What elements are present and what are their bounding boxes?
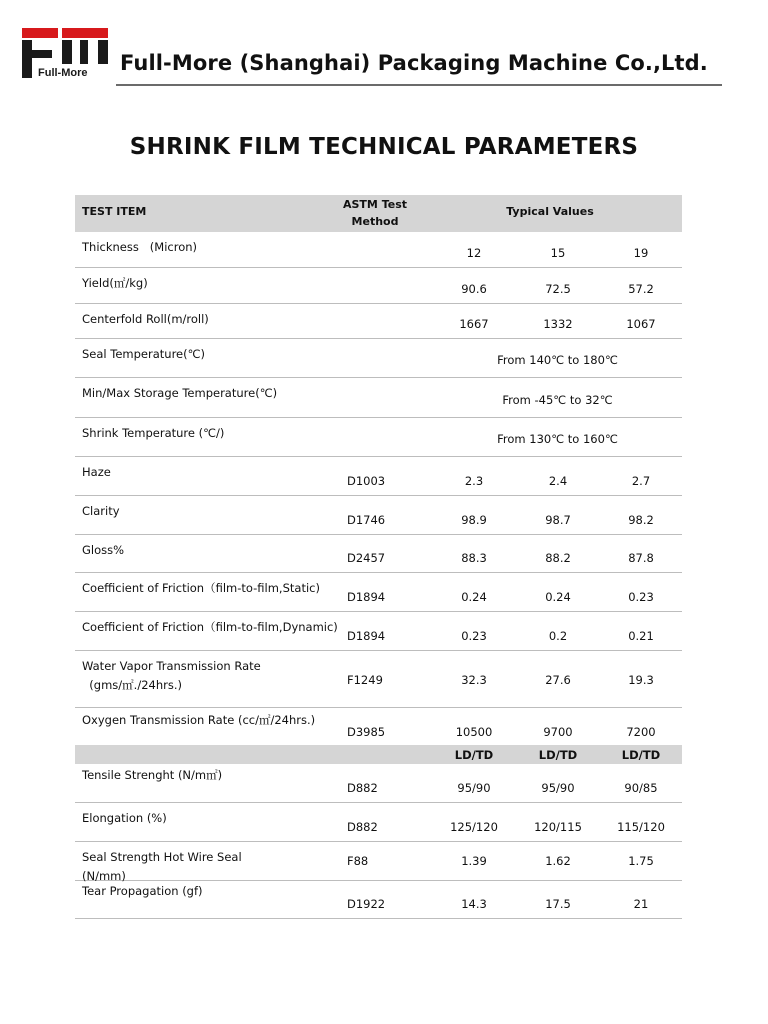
row-method: D882 [347,820,378,834]
row-method: D1894 [347,590,386,604]
table-row [75,339,682,378]
header-astm-method [325,196,425,230]
row-value-2: 27.6 [545,673,571,687]
table-row [75,612,682,651]
row-value-2: 1332 [543,317,573,331]
row-value-3: 21 [633,897,649,911]
row-value-2: 95/90 [541,781,575,795]
row-method: D3985 [347,725,386,739]
row-value-1: 32.3 [461,673,487,687]
row-value-1: 1667 [459,317,489,331]
row-item [82,657,261,695]
row-value-3: 87.8 [628,551,654,565]
row-method: D1003 [347,474,386,488]
ldtd-header-row [75,745,682,764]
row-value-3: 98.2 [628,513,654,527]
row-range-value: From 140℃ to 180℃ [497,353,618,367]
table-row [75,418,682,457]
row-method: D1922 [347,897,386,911]
row-value-2: 15 [550,246,566,260]
row-item: Thickness (Micron) [82,240,198,254]
row-value-1: 88.3 [461,551,487,565]
table-row [75,535,682,573]
row-item-line2: (gms/㎡./24hrs.) [82,678,182,692]
row-method: F88 [347,854,369,868]
row-value-2: 9700 [543,725,573,739]
row-value-1: 12 [466,246,482,260]
row-value-2: 0.24 [545,590,571,604]
header-test-item: TEST ITEM [82,205,147,218]
logo-wordmark: Full-More [38,67,88,79]
row-item-line1: Water Vapor Transmission Rate [82,659,261,673]
row-value-1: 1.39 [461,854,487,868]
row-value-1: 98.9 [461,513,487,527]
row-method: D1746 [347,513,386,527]
row-method: D882 [347,781,378,795]
row-value-2: 98.7 [545,513,571,527]
row-item: Coefficient of Friction（film-to-film,Dynamic) [82,620,338,634]
company-logo [22,28,108,80]
row-item-line2: (N/mm) [82,869,126,883]
ldtd-label-1: LD/TD [454,748,494,762]
row-value-1: 10500 [455,725,493,739]
header-method-line2: Method [351,215,399,228]
table-row [75,573,682,612]
header-typical-values: Typical Values [506,205,594,218]
table-row [75,457,682,496]
row-value-3: 7200 [626,725,656,739]
row-item: Clarity [82,504,120,518]
row-item: Haze [82,465,111,479]
row-value-1: 125/120 [450,820,498,834]
row-item-line1: Seal Strength Hot Wire Seal [82,850,242,864]
row-value-2: 2.4 [548,474,568,488]
ldtd-label-3: LD/TD [621,748,661,762]
company-name: Full-More (Shanghai) Packaging Machine Co.,Ltd. [120,51,708,75]
row-item: Elongation (%) [82,811,167,825]
row-value-2: 1.62 [545,854,571,868]
row-range-value: From 130℃ to 160℃ [497,432,618,446]
row-value-3: 1.75 [628,854,654,868]
header-divider [116,84,722,86]
row-value-3: 2.7 [631,474,651,488]
table-row [75,304,682,339]
row-range-value: From -45℃ to 32℃ [502,393,613,407]
row-item: Yield(㎡/kg) [82,276,148,290]
row-value-2: 88.2 [545,551,571,565]
table-row [75,764,682,803]
row-item: Seal Temperature(℃) [82,347,206,361]
row-value-1: 90.6 [461,282,487,296]
row-value-3: 115/120 [617,820,665,834]
ldtd-label-2: LD/TD [538,748,578,762]
table-row [75,803,682,842]
table-row [75,708,682,745]
row-value-2: 0.2 [548,629,568,643]
row-item: Centerfold Roll(m/roll) [82,312,209,326]
row-value-3: 0.23 [628,590,654,604]
row-method: D1894 [347,629,386,643]
table-row [75,651,682,708]
document-title: SHRINK FILM TECHNICAL PARAMETERS [129,134,639,160]
row-value-2: 17.5 [545,897,571,911]
table-row [75,232,682,268]
row-value-3: 90/85 [624,781,658,795]
row-item: Tear Propagation (gf) [82,884,203,898]
row-value-1: 95/90 [457,781,491,795]
table-row [75,268,682,304]
row-item: Tensile Strenght (N/m㎡) [82,768,223,782]
row-value-2: 72.5 [545,282,571,296]
row-value-3: 19.3 [628,673,654,687]
row-value-3: 57.2 [628,282,654,296]
table-row [75,496,682,535]
parameters-table [75,195,682,919]
row-value-1: 0.24 [461,590,487,604]
header-method-line1: ASTM Test [342,198,408,211]
table-row [75,378,682,418]
table-header-row [75,195,682,232]
row-item: Gloss% [82,543,125,557]
row-value-3: 1067 [626,317,656,331]
row-item: Oxygen Transmission Rate (cc/㎡/24hrs.) [82,713,316,727]
row-value-1: 2.3 [464,474,484,488]
row-value-1: 14.3 [461,897,487,911]
row-item: Shrink Temperature (℃/) [82,426,225,440]
row-value-3: 0.21 [628,629,654,643]
row-method: F1249 [347,673,383,687]
row-method: D2457 [347,551,386,565]
row-value-3: 19 [633,246,649,260]
row-value-1: 0.23 [461,629,487,643]
row-value-2: 120/115 [534,820,582,834]
row-item: Coefficient of Friction（film-to-film,Static) [82,581,320,595]
table-row [75,881,682,919]
table-row [75,842,682,881]
row-item: Min/Max Storage Temperature(℃) [82,386,278,400]
